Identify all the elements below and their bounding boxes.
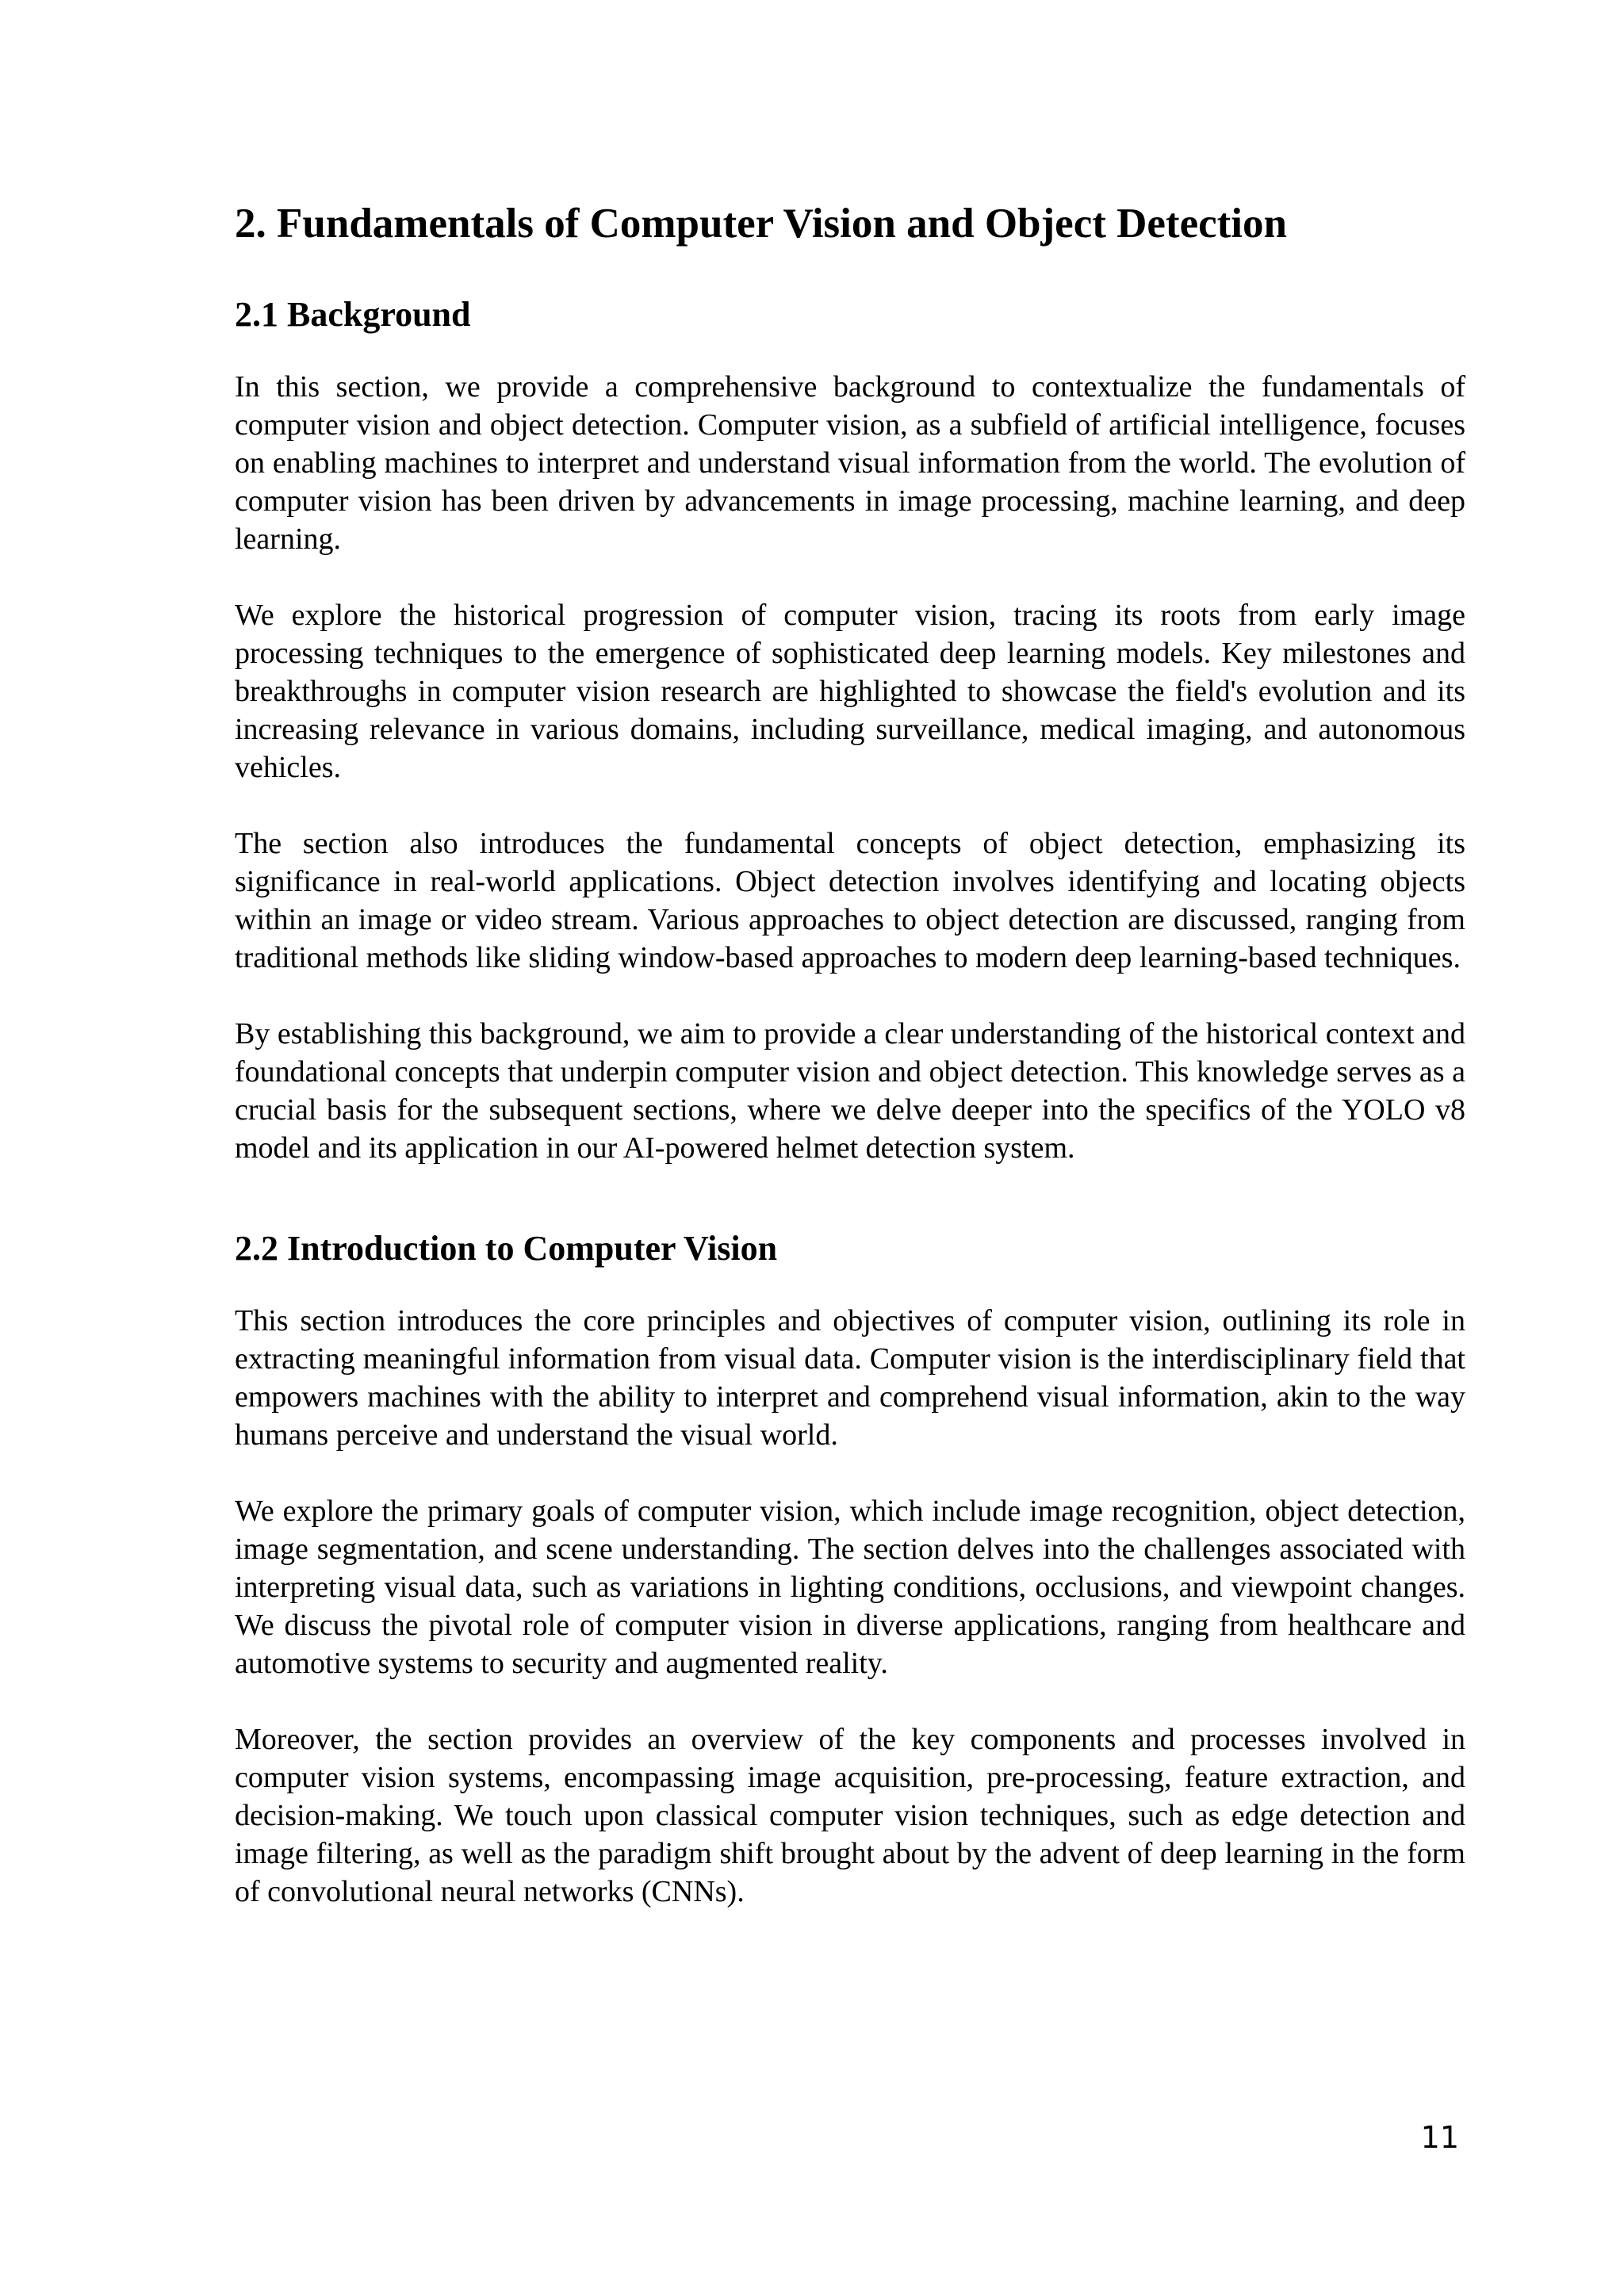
page-number: 11 <box>1420 2120 1459 2155</box>
introduction-paragraph-3: Moreover, the section provides an overview of the key components and processes involved in computer vision systems, encompassing image acquisition, pre-processing, feature extraction, and decision-making. We touch upon classical computer vision techniques, such as edge detection and image filtering, as well as the paradigm shift brought about by the advent of deep learning in the form of convolutional neural networks (CNNs). <box>235 1723 1465 1908</box>
introduction-paragraph-1: This section introduces the core principles and objectives of computer vision, outlining its role in extracting meaningful information from visual data. Computer vision is the interdisciplinary field that empowers machines with the ability to interpret and comprehend visual information, akin to the way humans perceive and understand the visual world. <box>235 1304 1465 1452</box>
introduction-paragraph-2: We explore the primary goals of computer vision, which include image recognition, object detection, image segmentation, and scene understanding. The section delves into the challenges associated with interpreting visual data, such as variations in lighting conditions, occlusions, and viewpoint changes. We discuss the pivotal role of computer vision in diverse applications, ranging from healthcare and automotive systems to security and augmented reality. <box>235 1494 1465 1680</box>
section-title-introduction: 2.2 Introduction to Computer Vision <box>235 1229 778 1268</box>
background-paragraph-1: In this section, we provide a comprehensive background to contextualize the fundamentals of computer vision and object detection. Computer vision, as a subfield of artificial intelligence, focuses on enabling machines to interpret and understand visual information from the world. The evolution of computer vision has been driven by advancements in image processing, machine learning, and deep learning. <box>235 370 1465 556</box>
page-content <box>235 198 1465 1949</box>
background-paragraph-3: The section also introduces the fundamental concepts of object detection, emphasizing its significance in real-world applications. Object detection involves identifying and locating objects within an image or video stream. Various approaches to object detection are discussed, ranging from traditional methods like sliding window-based approaches to modern deep learning-based techniques. <box>235 827 1465 974</box>
section-title-background: 2.1 Background <box>235 295 471 334</box>
background-paragraph-2: We explore the historical progression of computer vision, tracing its roots from early image processing techniques to the emergence of sophisticated deep learning models. Key milestones and breakthroughs in computer vision research are highlighted to showcase the field's evolution and its increasing relevance in various domains, including surveillance, medical imaging, and autonomous vehicles. <box>235 599 1465 784</box>
chapter-title: 2. Fundamentals of Computer Vision and Object Detection <box>235 201 1287 247</box>
background-paragraph-4: By establishing this background, we aim to provide a clear understanding of the historical context and foundational concepts that underpin computer vision and object detection. This knowledge serves as a crucial basis for the subsequent sections, where we delve deeper into the specifics of the YOLO v8 model and its application in our AI-powered helmet detection system. <box>235 1017 1465 1165</box>
